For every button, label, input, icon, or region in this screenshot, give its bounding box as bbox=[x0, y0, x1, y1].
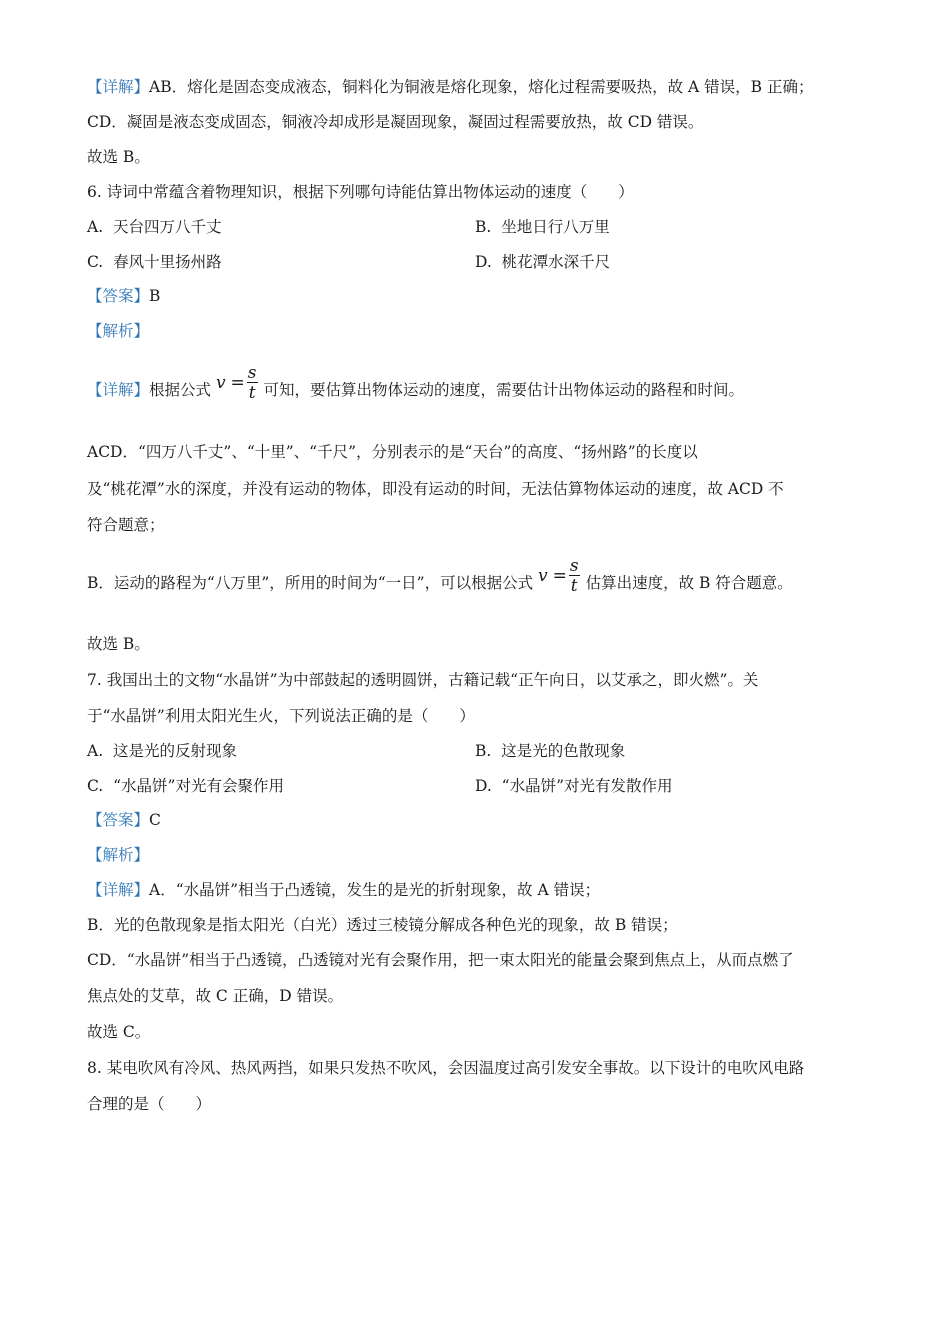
q7-analysis-tag: 【解析】 bbox=[87, 846, 150, 864]
q6-acd-line2: 及“桃花潭”水的深度，并没有运动的物体，即没有运动的时间，无法估算物体运动的速度，故 ACD 不 bbox=[87, 480, 784, 498]
q6-analysis-tag: 【解析】 bbox=[87, 322, 150, 340]
q6-option-d: D. 桃花潭水深千尺 bbox=[475, 253, 611, 271]
q7-option-a: A. 这是光的反射现象 bbox=[87, 742, 237, 760]
q5-conclusion: 故选 B。 bbox=[87, 148, 150, 166]
q5-detail-line2: CD．凝固是液态变成固态，铜液冷却成形是凝固现象，凝固过程需要放热，故 CD 错误。 bbox=[87, 113, 704, 131]
q6-b-line: B．运动的路程为“八万里”，所用的时间为“一日”，可以根据公式 v = $\frac{s}{t}$ 估算出速度，故 B 符合题意。 bbox=[87, 556, 793, 597]
q8-question-line2: 合理的是（ ） bbox=[87, 1095, 212, 1113]
q7-option-c: C. “水晶饼”对光有会聚作用 bbox=[87, 777, 284, 795]
q6-acd-line1: ACD．“四万八千丈”、“十里”、“千尺”，分别表示的是“天台”的高度、“扬州路”的长度以 bbox=[87, 443, 698, 461]
q7-question-line2: 于“水晶饼”利用太阳光生火，下列说法正确的是（ ） bbox=[87, 707, 475, 725]
q6-option-c: C. 春风十里扬州路 bbox=[87, 253, 222, 271]
speed-formula-2: v = $\frac{s}{t}$ bbox=[538, 556, 579, 597]
q6-conclusion: 故选 B。 bbox=[87, 635, 150, 653]
q7-question-line1: 7. 我国出土的文物“水晶饼”为中部鼓起的透明圆饼，古籍记载“正午向日，以艾承之，即火燃”。关 bbox=[87, 671, 759, 689]
answer-tag: 【答案】 bbox=[87, 287, 150, 305]
q8-question-line1: 8. 某电吹风有冷风、热风两挡，如果只发热不吹风，会因温度过高引发安全事故。以下设计的电吹风电路 bbox=[87, 1059, 805, 1077]
q6-answer: 【答案】B bbox=[87, 287, 161, 305]
speed-formula: v = $\frac{s}{t}$ bbox=[215, 363, 257, 404]
q6-option-b: B. 坐地日行八万里 bbox=[475, 218, 610, 236]
q6-detail-line: 【详解】根据公式 v = $\frac{s}{t}$ 可知，要估算出物体运动的速度，需要估计出物体运动的路程和时间。 bbox=[87, 363, 745, 404]
detail-tag: 【详解】 bbox=[87, 78, 150, 96]
q7-detail-a: 【详解】A．“水晶饼”相当于凸透镜，发生的是光的折射现象，故 A 错误； bbox=[87, 881, 601, 899]
q6-acd-line3: 符合题意； bbox=[87, 516, 165, 534]
q7-conclusion: 故选 C。 bbox=[87, 1023, 151, 1041]
q7-detail-cd1: CD．“水晶饼”相当于凸透镜，凸透镜对光有会聚作用，把一束太阳光的能量会聚到焦点上，从而点燃了 bbox=[87, 951, 794, 969]
q6-option-a: A. 天台四万八千丈 bbox=[87, 218, 222, 236]
q7-detail-cd2: 焦点处的艾草，故 C 正确，D 错误。 bbox=[87, 987, 344, 1005]
answer-tag: 【答案】 bbox=[87, 811, 150, 829]
q7-option-b: B. 这是光的色散现象 bbox=[475, 742, 626, 760]
q5-detail-line1: 【详解】AB．熔化是固态变成液态，铜料化为铜液是熔化现象，熔化过程需要吸热，故 A 错误，B 正确； bbox=[87, 78, 814, 96]
q7-detail-b: B．光的色散现象是指太阳光（白光）透过三棱镜分解成各种色光的现象，故 B 错误； bbox=[87, 916, 678, 934]
q6-question: 6. 诗词中常蕴含着物理知识，根据下列哪句诗能估算出物体运动的速度（ ） bbox=[87, 183, 634, 201]
q7-answer: 【答案】C bbox=[87, 811, 161, 829]
q7-option-d: D. “水晶饼”对光有发散作用 bbox=[475, 777, 673, 795]
